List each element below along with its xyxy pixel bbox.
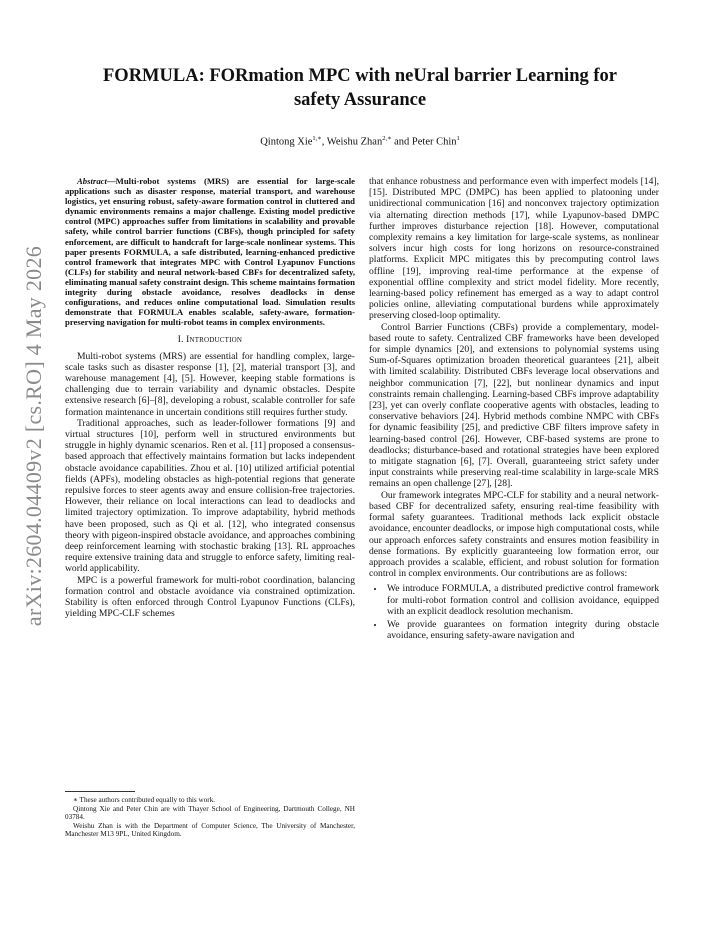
arxiv-identifier: [4, 186, 64, 686]
right-paragraph-1: that enhance robustness and performance even with imperfect models [14], [15]. Distributed MPC (DMPC) has been applied to platooning under unidirectional communication [16] and nonconvex trajectory optimization via alternating direction methods [17], while Lyapunov-based DMPC further improves disturbance rejection [18]. However, computational complexity remains a key limitation for large-scale systems, as nonlinear solvers incur high costs for long horizons on resource-constrained platforms. Explicit MPC mitigates this by precomputing control laws offline [19], improving real-time performance at the expense of exponential offline complexity and strict model fidelity. More recently, learning-based policy refinement has emerged as a way to adapt control policies online, alleviating computational burdens while approximately preserving closed-loop optimality.: [369, 176, 659, 322]
footnotes: [65, 791, 355, 839]
contribution-item: • We provide guarantees on formation integrity during obstacle avoidance, ensuring safety-aware navigation and: [385, 619, 659, 641]
arxiv-id-text: arXiv:2604.04409v2 [cs.RO] 4 May 2026: [21, 245, 47, 627]
intro-paragraph-1: Multi-robot systems (MRS) are essential for handling complex, large-scale tasks such as disaster response [1], [2], material transport [3], and warehouse management [4], [5]. However, keeping stable formations is challenging due to terrain variability and dynamic obstacles. Despite extensive research [6]–[8], developing a robust, scalable controller for safe formation maintenance in uncertain conditions still requires further study.: [65, 350, 355, 418]
right-column: [369, 176, 659, 643]
footnote-equal-contribution: ∗ These authors contributed equally to this work.: [73, 796, 216, 804]
footnote-affiliation-1: Qintong Xie and Peter Chin are with Thayer School of Engineering, Dartmouth College, NH 03784.: [65, 804, 355, 822]
abstract-text: —Multi-robot systems (MRS) are essential for large-scale applications such as disaster response, material transport, and warehouse logistics, yet ensuring robust, safety-aware formation control in cluttered and dynamic environments remains a major challenge. Existing model predictive control (MPC) approaches suffer from limitations in scalability and provable safety, while control barrier functions (CBFs), though principled for safety enforcement, are difficult to handcraft for large-scale nonlinear systems. This paper presents FORMULA, a safe distributed, learning-enhanced predictive control framework that integrates MPC with Control Lyapunov Functions (CLFs) for stability and neural network-based CBFs for decentralized safety, eliminating manual safety constraint design. This scheme maintains formation integrity during obstacle avoidance, resolves deadlocks in dense configurations, and reduces online computational load. Simulation results demonstrate that FORMULA enables scalable, safety-aware, formation-preserving navigation for multi-robot teams in complex environments.: [65, 176, 355, 328]
contributions-list: [369, 583, 659, 641]
author-3: Peter Chin: [411, 136, 457, 148]
author-2-affil: 2,∗: [382, 135, 392, 142]
intro-paragraph-3: MPC is a powerful framework for multi-robot coordination, balancing formation control and obstacle avoidance via constrained optimization. Stability is often enforced through Control Lyapunov Functions (CLFs), yielding MPC-CLF schemes: [65, 574, 355, 620]
author-separator-1: ,: [321, 136, 327, 148]
author-2: Weishu Zhan: [326, 136, 383, 148]
abstract: [65, 176, 355, 327]
contribution-item: • We introduce FORMULA, a distributed predictive control framework for multi-robot formation control and collision avoidance, equipped with an explicit deadlock resolution mechanism.: [385, 583, 659, 617]
author-1: Qintong Xie: [260, 136, 313, 148]
section-heading-introduction: I. Introduction: [177, 335, 243, 346]
right-paragraph-2: Control Barrier Functions (CBFs) provide a complementary, model-based route to safety. Centralized CBF frameworks have been developed for simple dynamics [20], and extensions to polynomial systems using Sum-of-Squares optimization broaden theoretical guarantees [21], albeit with limited scalability. Distributed CBFs leverage local observations and neighbor communication [7], [22], but nonlinear dynamics and input constraints remain challenging. Learning-based CBFs improve adaptability [23], yet can overly conflate cooperative agents with obstacles, leading to conservative behaviors [24]. Hybrid methods combine NMPC with CBFs for dynamic feasibility [25], and predictive CBF filters improve safety in learning-based control [26]. However, CBF-based systems are prone to deadlocks; disturbance-based and rotational strategies have been explored to mitigate stagnation [6], [7]. Overall, guaranteeing strict safety under input constraints while preserving real-time scalability in large-scale MRS remains an open challenge [27], [28].: [369, 321, 659, 490]
title-line-2: safety Assurance: [293, 90, 427, 110]
author-3-affil: 1: [456, 135, 460, 142]
title-line-1: FORMULA: FORmation MPC with neUral barrier Learning for: [103, 66, 617, 86]
author-separator-2: and: [391, 136, 412, 148]
intro-paragraph-2: Traditional approaches, such as leader-follower formations [9] and virtual structures [10], perform well in structured environments but struggle in highly dynamic scenarios. Ren et al. [11] proposed a consensus-based approach that effectively maintains formation but lacks independent obstacle avoidance capabilities. Zhou et al. [10] utilized artificial potential fields (APFs), modeling obstacles as high-potential regions that generate repulsive forces to steer agents away and ensure collision-free trajectories. However, their reliance on local interactions can lead to deadlocks and limited trajectory optimization. To improve adaptability, hybrid methods have been proposed, such as Qi et al. [12], who integrated consensus theory with pigeon-inspired obstacle avoidance, and approaches combining deep reinforcement learning with stochastic braking [13]. RL approaches require extensive training data and struggle to enforce safety, limiting real-world applicability.: [65, 417, 355, 575]
author-1-affil: 1,∗: [312, 135, 322, 142]
author-list: [60, 134, 660, 148]
footnote-affiliation-2: Weishu Zhan is with the Department of Computer Science, The University of Manchester, Manchester M13 9PL, United Kingdom.: [65, 821, 355, 839]
left-column: [65, 176, 355, 619]
paper-title: [60, 64, 660, 112]
abstract-label: Abstract: [77, 176, 107, 186]
footnote-rule: [65, 791, 135, 792]
right-paragraph-3: Our framework integrates MPC-CLF for stability and a neural network-based CBF for decentralized safety, ensuring real-time feasibility with formal safety guarantees. Traditional methods lack explicit obstacle avoidance, encounter deadlocks, or impose high computational costs, while our approach enforces safety constraints and ensures motion feasibility in dense formations. By explicitly guaranteeing low formation error, our approach provides a scalable, efficient, and robust solution for formation control in complex environments. Our contributions are as follows:: [369, 489, 659, 580]
